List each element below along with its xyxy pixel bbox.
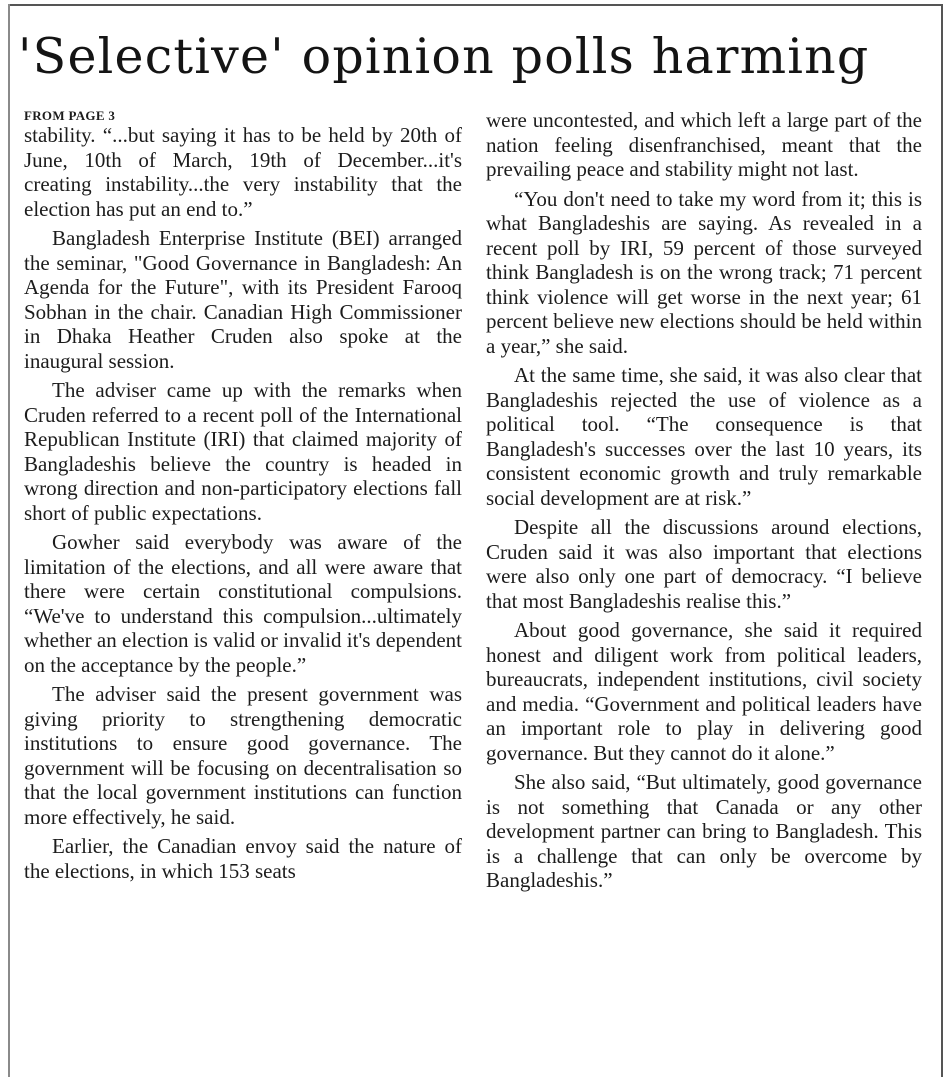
paragraph: Earlier, the Canadian envoy said the nature of the elections, in which 153 seats [24,834,462,883]
right-column [486,108,922,898]
continuation-kicker: FROM PAGE 3 [24,108,116,123]
paragraph: were uncontested, and which left a large part of the nation feeling disenfranchised, meant that the prevailing peace and stability might not last. [486,108,922,181]
paragraph: About good governance, she said it required honest and diligent work from political leaders, bureaucrats, independent institutions, civil society and media. “Government and political leaders have an important role to play in delivering good governance. But they cannot do it alone.” [486,618,922,765]
headline: 'Selective' opinion polls harming [18,28,870,85]
paragraph: stability. “...but saying it has to be held by 20th of June, 10th of March, 19th of December...it's creating instability...the very instability that the election has put an end to.” [24,123,462,221]
paragraph: Bangladesh Enterprise Institute (BEI) arranged the seminar, "Good Governance in Bangladesh: An Agenda for the Future", with its President Farooq Sobhan in the chair. Canadian High Commissioner in Dhaka Heather Cruden also spoke at the inaugural session. [24,226,462,373]
left-column [24,108,462,888]
paragraph: “You don't need to take my word from it; this is what Bangladeshis are saying. As revealed in a recent poll by IRI, 59 percent of those surveyed think Bangladesh is on the wrong track; 71 percent think violence will get worse in the next year; 61 percent believe new elections should be held within a year,” she said. [486,186,922,358]
paragraph: Gowher said everybody was aware of the limitation of the elections, and all were aware that there were certain constitutional compulsions. “We've to understand this compulsion...ultimately whether an election is valid or invalid it's dependent on the acceptance by the people.” [24,530,462,677]
left-border-rule [8,4,10,1077]
paragraph: Despite all the discussions around elections, Cruden said it was also important that elections were also only one part of democracy. “I believe that most Bangladeshis realise this.” [486,515,922,613]
top-border-rule [8,4,943,6]
paragraph: At the same time, she said, it was also clear that Bangladeshis rejected the use of violence as a political tool. “The consequence is that Bangladesh's successes over the last 10 years, its consistent economic growth and truly remarkable social development are at risk.” [486,363,922,510]
paragraph: The adviser came up with the remarks when Cruden referred to a recent poll of the International Republican Institute (IRI) that claimed majority of Bangladeshis believe the country is headed in wrong direction and non-participatory elections fall short of public expectations. [24,378,462,525]
paragraph: She also said, “But ultimately, good governance is not something that Canada or any other development partner can bring to Bangladesh. This is a challenge that can only be overcome by Bangladeshis.” [486,770,922,892]
paragraph: The adviser said the present government was giving priority to strengthening democratic institutions to ensure good governance. The government will be focusing on decentralisation so that the local government institutions can function more effectively, he said. [24,682,462,829]
